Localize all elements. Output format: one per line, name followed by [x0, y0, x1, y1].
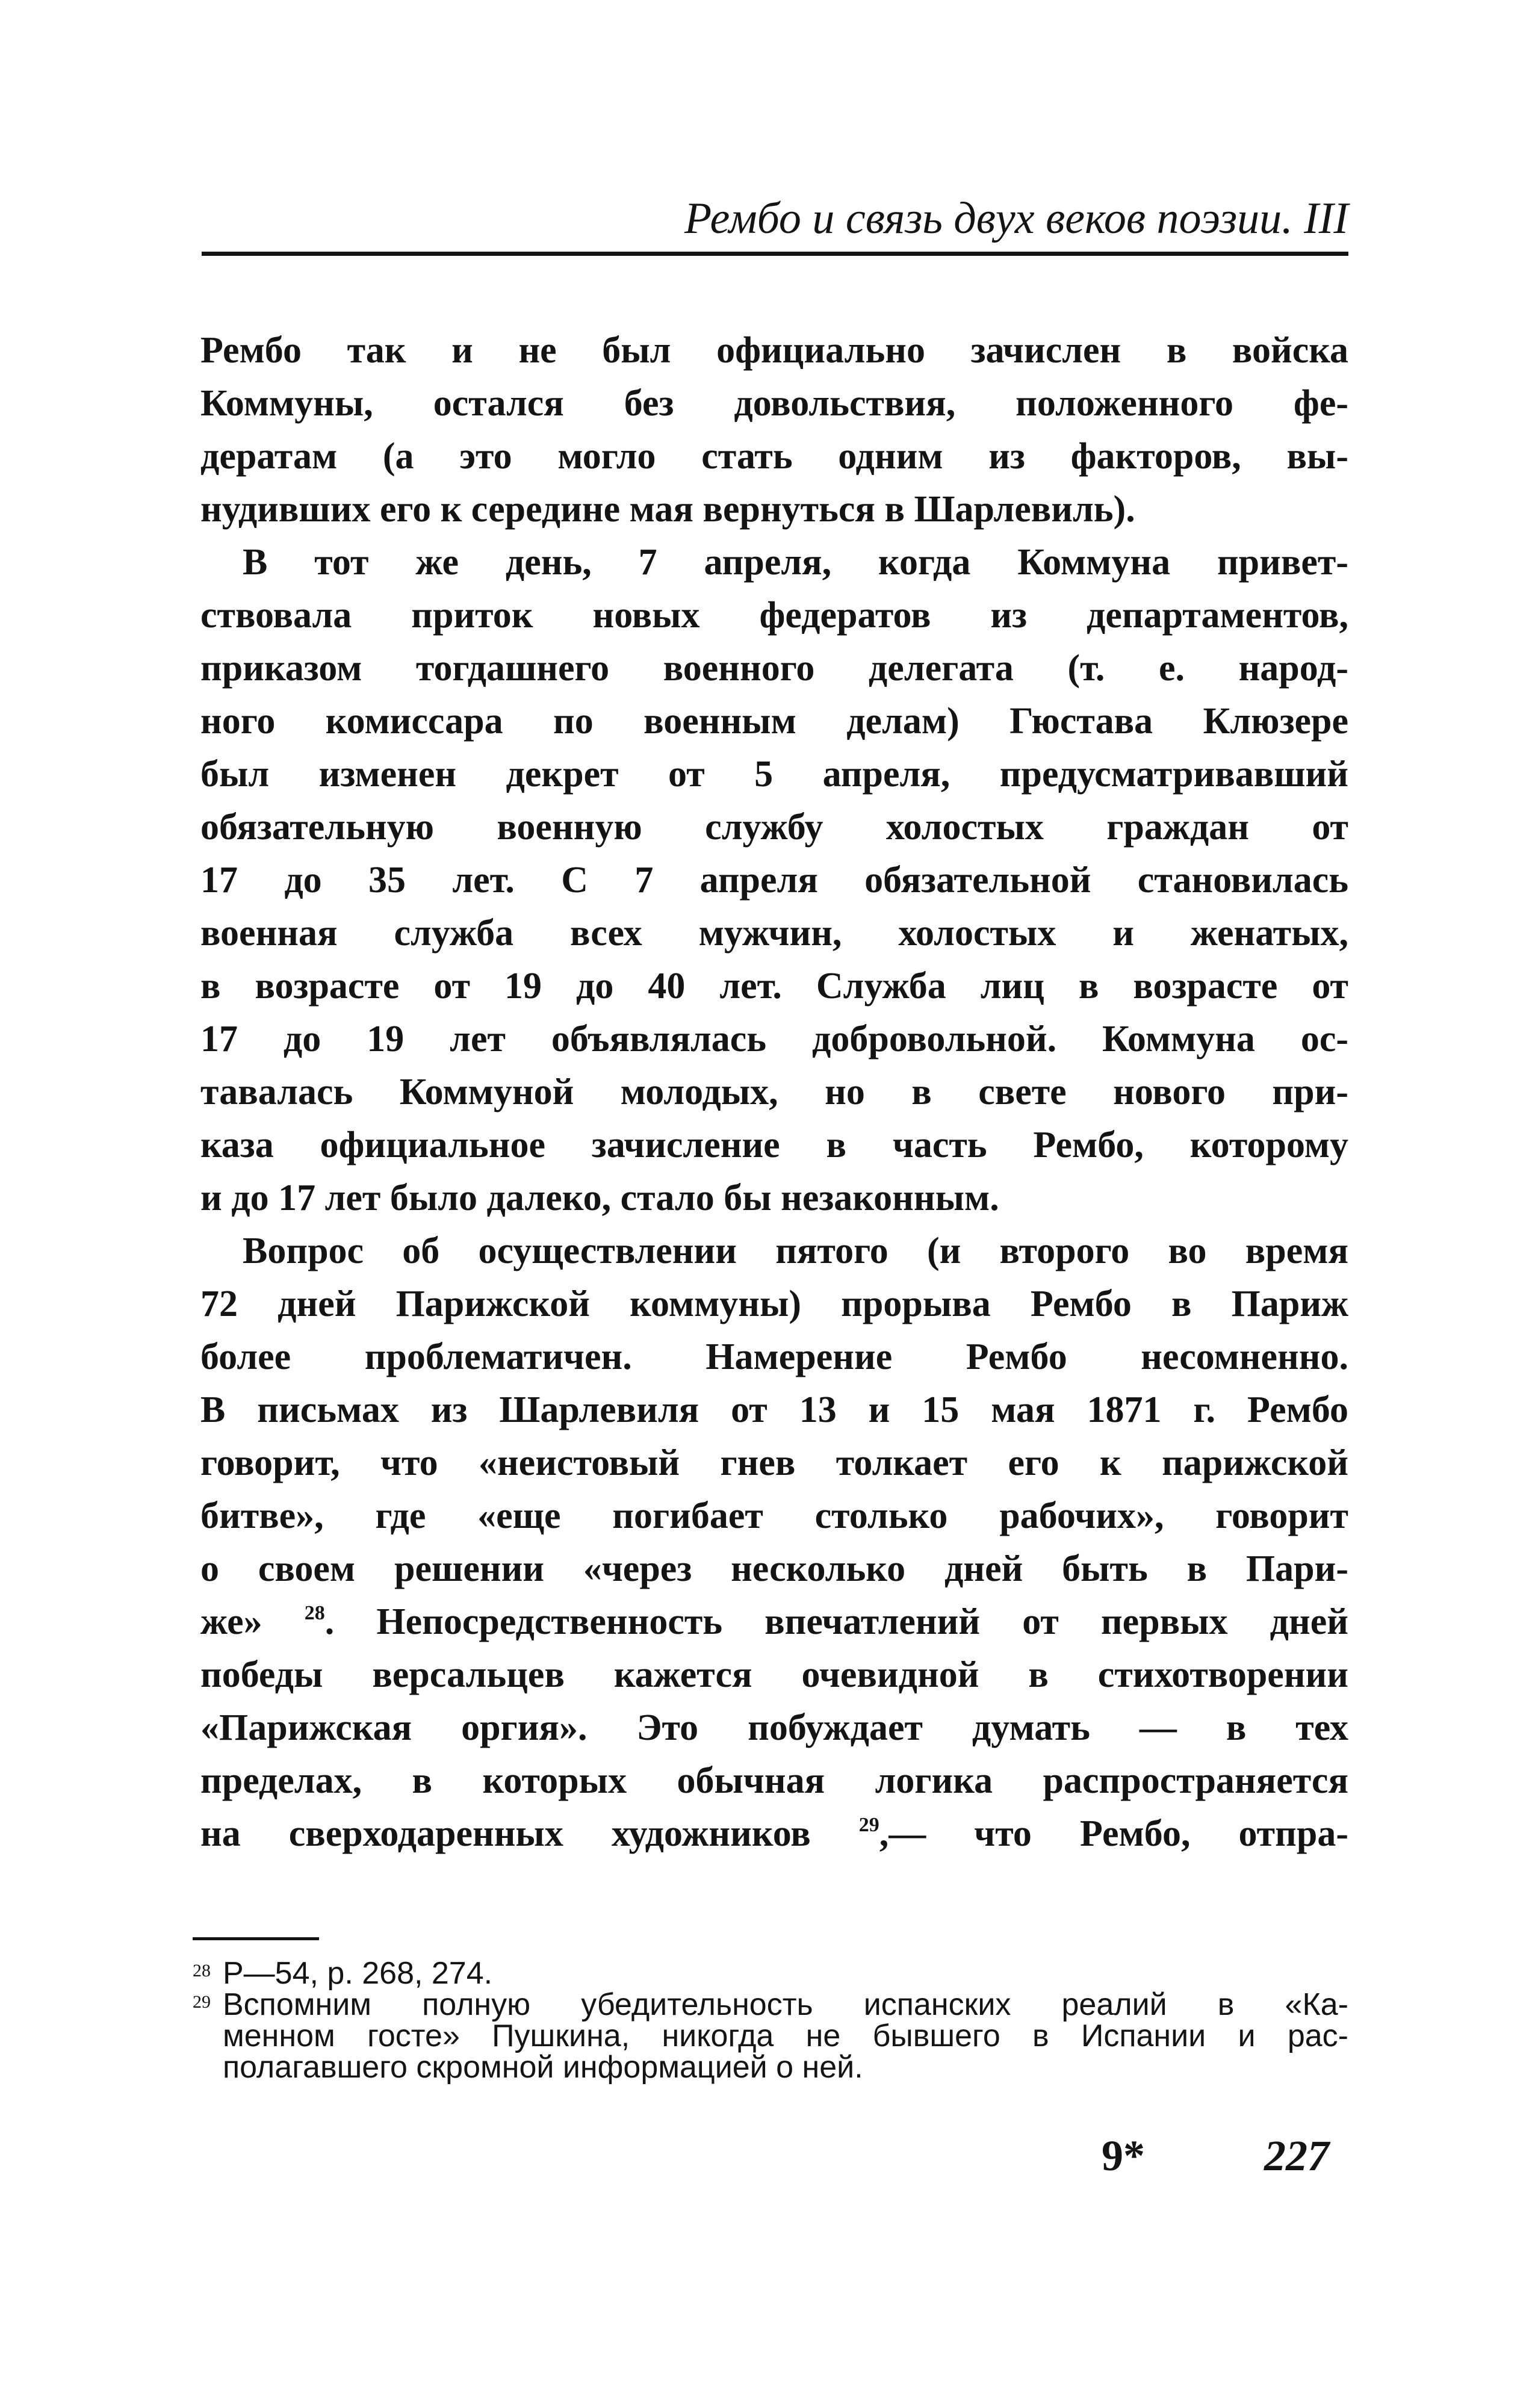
text-line: ного комиссара по военным делам) Гюстава Клюзере — [200, 701, 1348, 742]
text-line: дератам (а это могло стать одним из факторов, вы- — [200, 436, 1348, 477]
footnote-rule — [193, 1937, 319, 1940]
text-line: военная служба всех мужчин, холостых и женатых, — [200, 913, 1348, 954]
footnote-line: Вспомним полную убедительность испанских реалий в «Ка- — [223, 1987, 1348, 2022]
footnote-line: полагавшего скромной информацией о ней. — [223, 2050, 863, 2085]
text-line: В письмах из Шарлевиля от 13 и 15 мая 1871 г. Рембо — [200, 1389, 1348, 1430]
text-line — [200, 1595, 1348, 1648]
footnote-mark: 28 — [193, 1961, 211, 1981]
text-line: обязательную военную службу холостых граждан от — [200, 807, 1348, 848]
text-fragment: же» — [200, 1601, 305, 1642]
text-fragment: на сверходаренных художников — [200, 1813, 859, 1854]
signature-mark: 9* — [1102, 2132, 1145, 2180]
text-line: битве», где «еще погибает столько рабочих», говорит — [200, 1495, 1348, 1536]
text-line: В тот же день, 7 апреля, когда Коммуна привет- — [243, 542, 1348, 583]
text-line: 17 до 19 лет объявлялась добровольной. Коммуна ос- — [200, 1019, 1348, 1060]
text-line: победы версальцев кажется очевидной в стихотворении — [200, 1654, 1348, 1695]
footnote-line: менном госте» Пушкина, никогда не бывшего в Испании и рас- — [223, 2019, 1348, 2053]
text-line: «Парижская оргия». Это побуждает думать — в тех — [200, 1707, 1348, 1748]
text-line: говорит, что «неистовый гнев толкает его к парижской — [200, 1442, 1348, 1483]
text-line: 72 дней Парижской коммуны) прорыва Рембо в Париж — [200, 1283, 1348, 1324]
text-line: о своем решении «через несколько дней быть в Пари- — [200, 1548, 1348, 1589]
text-fragment: . Непосредственность впечатлений от первых дней — [324, 1601, 1348, 1642]
footnotes — [193, 1958, 1348, 2083]
footnote-mark: 29 — [193, 1992, 211, 2012]
body-text — [200, 324, 1348, 1860]
text-line: Вопрос об осуществлении пятого (и второго во время — [243, 1230, 1348, 1271]
text-line: тавалась Коммуной молодых, но в свете нового при- — [200, 1072, 1348, 1112]
text-line: приказом тогдашнего военного делегата (т. е. народ- — [200, 648, 1348, 689]
text-line — [200, 1807, 1348, 1860]
text-line: Коммуны, остался без довольствия, положенного фе- — [200, 383, 1348, 424]
footnote-29 — [193, 1989, 1348, 2083]
text-line: нудивших его к середине мая вернуться в Шарлевиль). — [200, 489, 1135, 530]
footnote-28 — [193, 1958, 1348, 1989]
header-rule — [202, 252, 1348, 256]
footnote-line: Р—54, р. 268, 274. — [223, 1956, 493, 1991]
text-line: Рембо так и не был официально зачислен в войска — [200, 330, 1348, 371]
text-line: и до 17 лет было далеко, стало бы незаконным. — [200, 1178, 999, 1218]
text-line: ствовала приток новых федератов из департаментов, — [200, 595, 1348, 636]
text-line: пределах, в которых обычная логика распространяется — [200, 1760, 1348, 1801]
text-line: 17 до 35 лет. С 7 апреля обязательной становилась — [200, 860, 1348, 901]
text-fragment: ,— что Рембо, отпра- — [879, 1813, 1348, 1854]
page-number: 227 — [1264, 2132, 1329, 2180]
text-line: был изменен декрет от 5 апреля, предусматривавший — [200, 754, 1348, 795]
footnote-ref-28[interactable]: 28 — [304, 1602, 325, 1624]
text-line: более проблематичен. Намерение Рембо несомненно. — [200, 1336, 1348, 1377]
footnote-ref-29[interactable]: 29 — [858, 1814, 879, 1836]
text-line: каза официальное зачисление в часть Рембо, которому — [200, 1125, 1348, 1165]
running-head: Рембо и связь двух веков поэзии. III — [684, 194, 1348, 243]
text-line: в возрасте от 19 до 40 лет. Служба лиц в возрасте от — [200, 966, 1348, 1007]
